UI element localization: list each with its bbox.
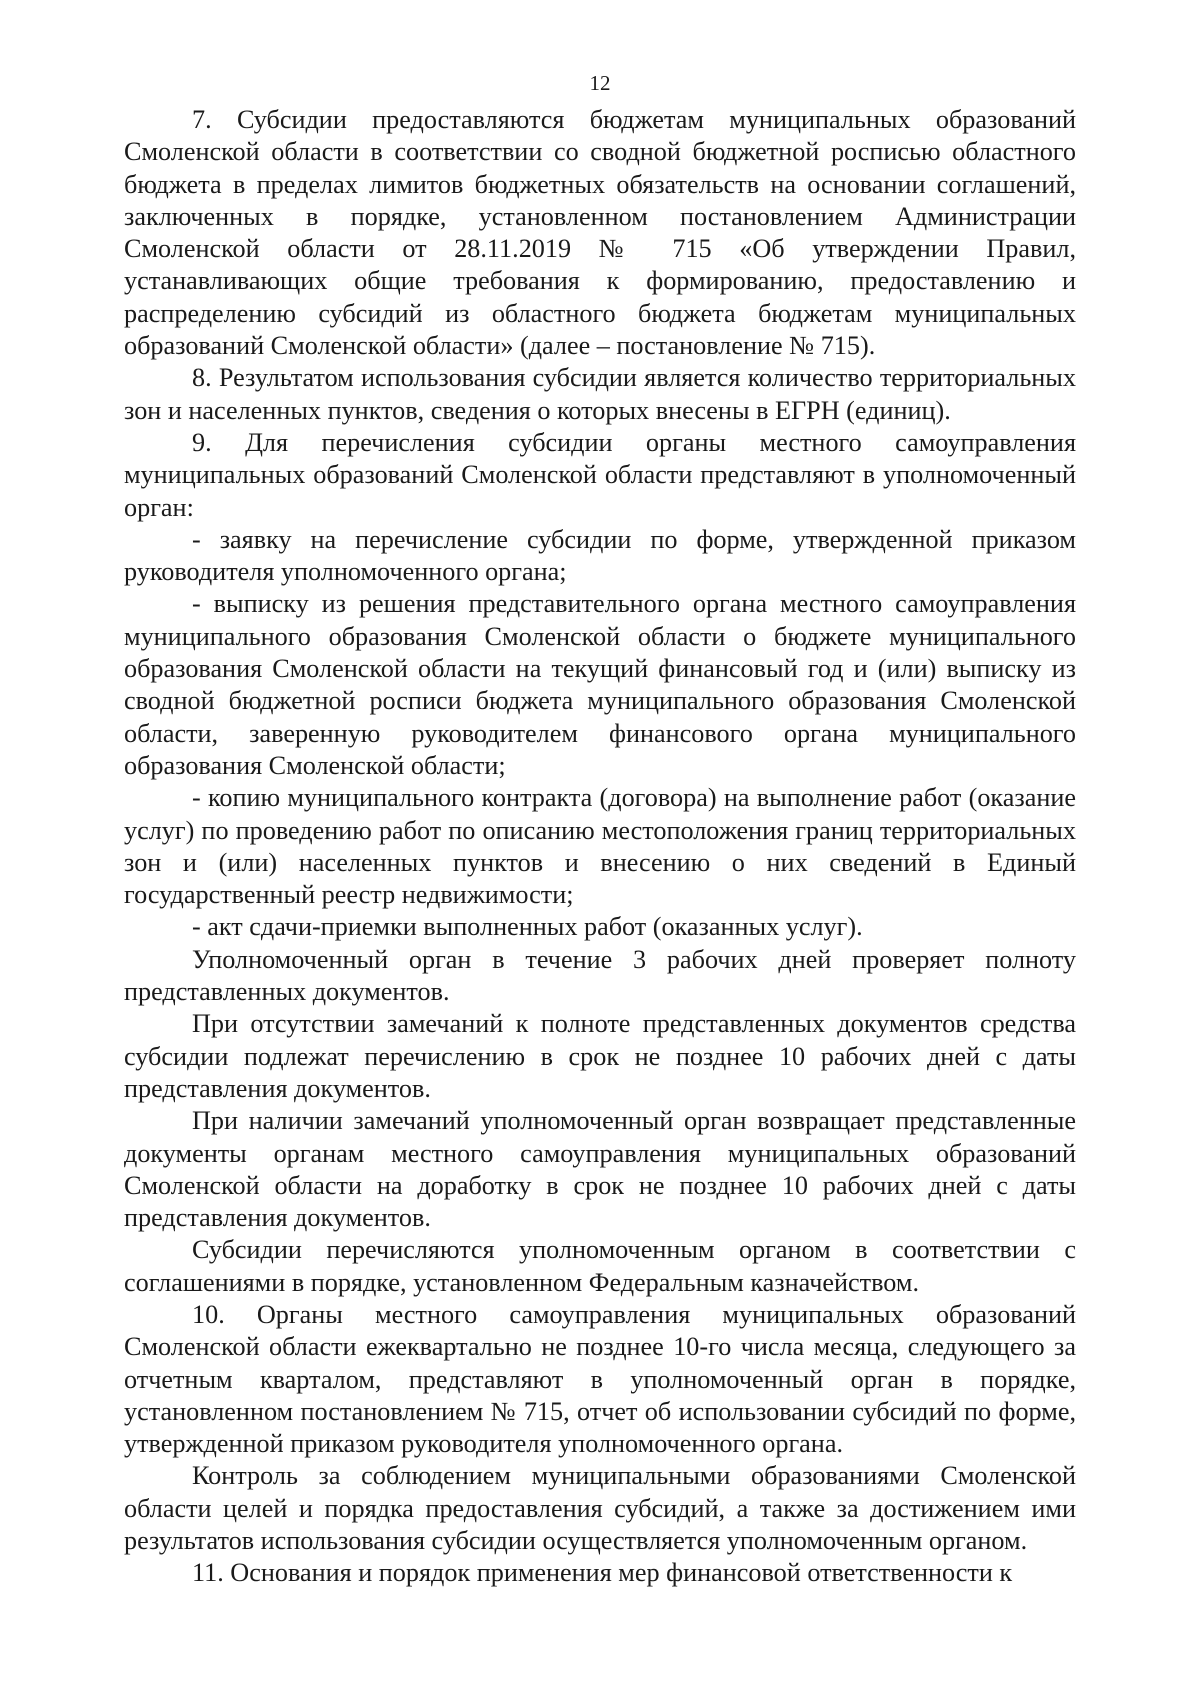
paragraph-7-subsidies: 7. Субсидии предоставляются бюджетам муниципальных образований Смоленской области в соответствии со сводной бюджетной росписью областного бюджета в пределах лимитов бюджетных обязательств на основании соглашений, заключенных в порядке, установленном постановлением Администрации Смоленской области от 28.11.2019 № 715 «Об утверждении Правил, устанавливающих общие требования к формированию, предоставлению и распределению субсидий из областного бюджета бюджетам муниципальных образований Смоленской области» (далее – постановление № 715). <box>124 105 1076 361</box>
list-item-contract-copy: - копию муниципального контракта (договора) на выполнение работ (оказание услуг) по проведению работ по описанию местоположения границ территориальных зон и (или) населенных пунктов и внесению о них сведений в Единый государственный реестр недвижимости; <box>124 783 1076 910</box>
list-item-acceptance-act: - акт сдачи-приемки выполненных работ (оказанных услуг). <box>192 912 863 942</box>
paragraph-8-result: 8. Результатом использования субсидии является количество территориальных зон и населенных пунктов, сведения о которых внесены в ЕГРН (единиц). <box>124 363 1076 425</box>
paragraph-remarks: При наличии замечаний уполномоченный орган возвращает представленные документы органам местного самоуправления муниципальных образований Смоленской области на доработку в срок не позднее 10 рабочих дней с даты представления документов. <box>124 1106 1076 1233</box>
paragraph-10-reporting: 10. Органы местного самоуправления муниципальных образований Смоленской области ежеквартально не позднее 10-го числа месяца, следующего за отчетным кварталом, представляют в уполномоченный орган в порядке, установленном постановлением № 715, отчет об использовании субсидий по форме, утвержденной приказом руководителя уполномоченного органа. <box>124 1299 1076 1459</box>
paragraph-control: Контроль за соблюдением муниципальными образованиями Смоленской области целей и порядка предоставления субсидий, а также за достижением ими результатов использования субсидии осуществляется уполномоченным органом. <box>124 1461 1076 1556</box>
paragraph-transfer-treasury: Субсидии перечисляются уполномоченным органом в соответствии с соглашениями в порядке, установленном Федеральным казначейством. <box>124 1235 1076 1297</box>
paragraph-9-transfer: 9. Для перечисления субсидии органы местного самоуправления муниципальных образований Смоленской области представляют в уполномоченный орган: <box>124 427 1076 522</box>
paragraph-no-remarks: При отсутствии замечаний к полноте представленных документов средства субсидии подлежат перечислению в срок не позднее 10 рабочих дней с даты представления документов. <box>124 1009 1076 1103</box>
page-number: 12 <box>589 71 611 95</box>
list-item-application: - заявку на перечисление субсидии по форме, утвержденной приказом руководителя уполномоченного органа; <box>124 524 1076 587</box>
paragraph-document-check: Уполномоченный орган в течение 3 рабочих дней проверяет полноту представленных документов. <box>124 944 1076 1007</box>
document-body <box>124 104 1076 1590</box>
paragraph-11-liability: 11. Основания и порядок применения мер финансовой ответственности к <box>192 1558 1013 1588</box>
list-item-budget-extract: - выписку из решения представительного органа местного самоуправления муниципального образования Смоленской области о бюджете муниципального образования Смоленской области на текущий финансовый год и (или) выписку из сводной бюджетной росписи бюджета муниципального образования Смоленской области, заверенную руководителем финансового органа муниципального образования Смоленской области; <box>124 589 1076 780</box>
